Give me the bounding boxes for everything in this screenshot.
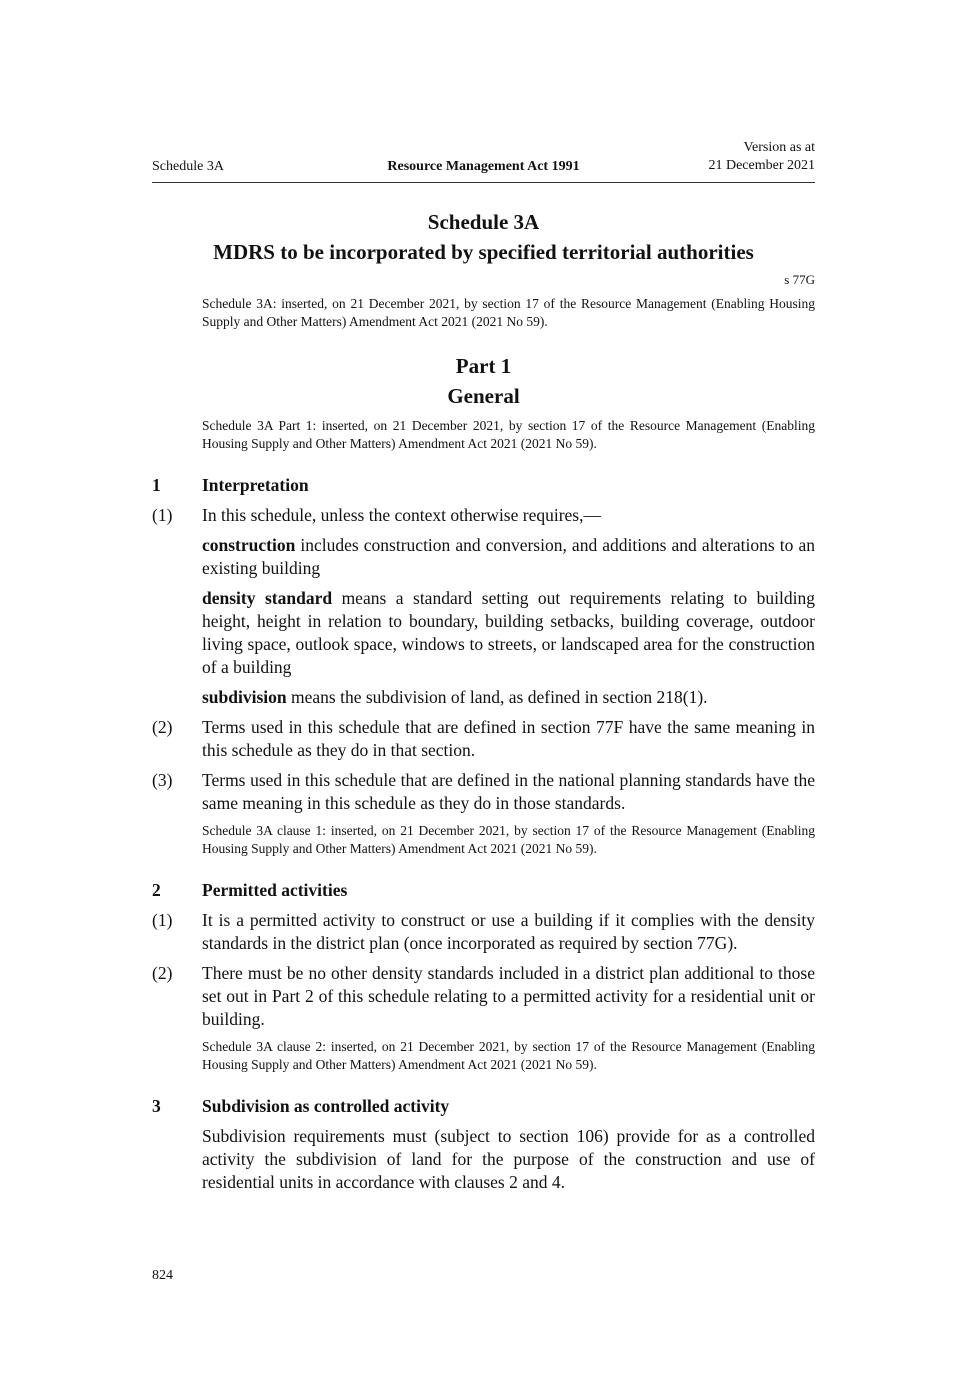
subclause [152, 962, 815, 1031]
header-version-date: 21 December 2021 [708, 158, 815, 173]
definition-text: means a standard setting out requirements relating to building height, height in relation to boundary, building setbacks, building coverage, outdoor living space, outlook space, windows to streets, or landscaped area for the construction of a building [202, 588, 815, 677]
schedule-section-ref: s 77G [784, 272, 815, 287]
clause-heading [152, 473, 815, 497]
part-heading [152, 351, 815, 411]
subclause [152, 716, 815, 762]
running-header [152, 140, 815, 183]
subclause-number: (1) [152, 910, 173, 930]
subclause-text: It is a permitted activity to construct or use a building if it complies with the density standards in the district plan (once incorporated as required by section 77G). [202, 910, 815, 953]
definition-text: means the subdivision of land, as defined in section 218(1). [286, 687, 708, 707]
subclause [152, 504, 815, 527]
definition-construction [152, 534, 815, 580]
schedule-history-note: Schedule 3A: inserted, on 21 December 2021, by section 17 of the Resource Management (Enabling Housing Supply and Other Matters) Amendment Act 2021 (2021 No 59). [202, 296, 815, 329]
header-schedule-label: Schedule 3A [152, 159, 224, 174]
defined-term: construction [202, 535, 296, 555]
schedule-heading [152, 207, 815, 267]
subclause-text: There must be no other density standards included in a district plan additional to those set out in Part 2 of this schedule relating to a permitted activity for a residential unit or building. [202, 963, 815, 1029]
subclause-number: (2) [152, 717, 173, 737]
subclause-text: Terms used in this schedule that are defined in the national planning standards have the same meaning in this schedule as they do in those standards. [202, 770, 815, 813]
document-page [152, 140, 815, 1194]
clause-title: Permitted activities [202, 880, 348, 900]
definition-text: includes construction and conversion, and additions and alterations to an existing building [202, 535, 815, 578]
header-version-label: Version as at [743, 140, 815, 155]
clause-2 [152, 878, 815, 1074]
definition-density-standard [152, 587, 815, 679]
subclause-text: Terms used in this schedule that are defined in section 77F have the same meaning in this schedule as they do in that section. [202, 717, 815, 760]
defined-term: subdivision [202, 687, 287, 707]
clause-history-note: Schedule 3A clause 1: inserted, on 21 December 2021, by section 17 of the Resource Management (Enabling Housing Supply and Other Matters) Amendment Act 2021 (2021 No 59). [202, 823, 815, 856]
clause-history-note: Schedule 3A clause 2: inserted, on 21 December 2021, by section 17 of the Resource Management (Enabling Housing Supply and Other Matters) Amendment Act 2021 (2021 No 59). [202, 1039, 815, 1072]
clause-title: Subdivision as controlled activity [202, 1096, 450, 1116]
clause-number: 1 [152, 475, 161, 495]
subclause-number: (3) [152, 770, 173, 790]
clause-heading [152, 1094, 815, 1118]
part-subtitle: General [447, 384, 520, 408]
clause-number: 3 [152, 1096, 161, 1116]
defined-term: density standard [202, 588, 333, 608]
definition-subdivision [152, 686, 815, 709]
schedule-subtitle: MDRS to be incorporated by specified territorial authorities [213, 240, 754, 264]
clause-title: Interpretation [202, 475, 309, 495]
schedule-title: Schedule 3A [427, 210, 540, 234]
part-title: Part 1 [455, 354, 512, 378]
subclause-number: (2) [152, 963, 173, 983]
header-version [708, 139, 815, 175]
clause-text: Subdivision requirements must (subject to section 106) provide for as a controlled activity the subdivision of land for the purpose of the construction and use of residential units in accordance with clauses 2 and 4. [202, 1126, 815, 1192]
subclause-text: In this schedule, unless the context otherwise requires,— [202, 505, 601, 525]
clause-number: 2 [152, 880, 161, 900]
clause-3 [152, 1094, 815, 1194]
subclause-number: (1) [152, 505, 173, 525]
clause-1 [152, 473, 815, 858]
header-act-title: Resource Management Act 1991 [387, 159, 580, 174]
subclause [152, 909, 815, 955]
page-number: 824 [152, 1268, 173, 1283]
part-history-note: Schedule 3A Part 1: inserted, on 21 December 2021, by section 17 of the Resource Management (Enabling Housing Supply and Other Matters) Amendment Act 2021 (2021 No 59). [202, 418, 815, 451]
subclause [152, 769, 815, 815]
clause-heading [152, 878, 815, 902]
